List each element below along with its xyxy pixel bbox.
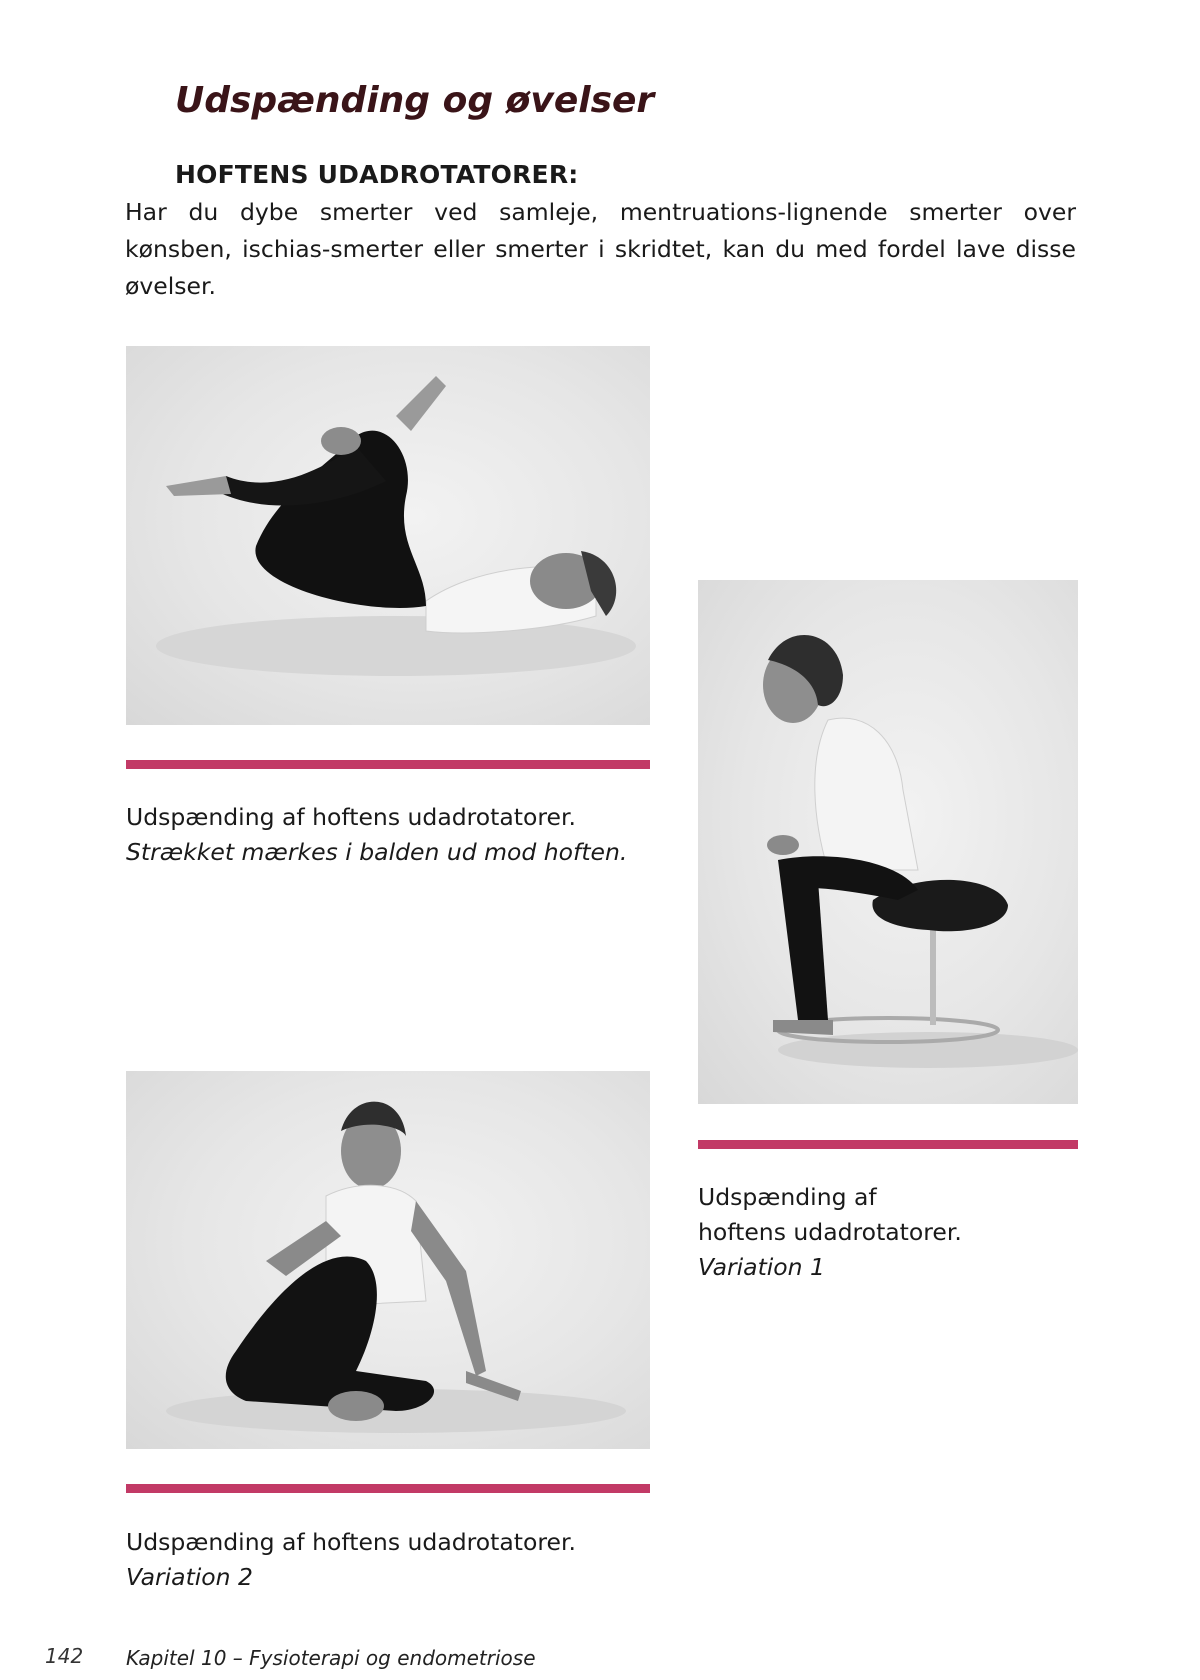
- caption-divider-3: [126, 1484, 650, 1493]
- section-title: Udspænding og øvelser: [175, 80, 655, 121]
- caption-divider-2: [698, 1140, 1078, 1149]
- caption-1-note: Strækket mærkes i balden ud mod hoften.: [126, 838, 628, 866]
- photo-seated-floor-twist: [126, 1071, 650, 1449]
- caption-1: [126, 800, 666, 870]
- footer-chapter-title: Kapitel 10 – Fysioterapi og endometriose: [126, 1646, 536, 1670]
- caption-3: [126, 1525, 666, 1595]
- caption-divider-1: [126, 760, 650, 769]
- caption-2-note: Variation 1: [698, 1253, 826, 1281]
- photo-lying-hip-stretch: [126, 346, 650, 725]
- caption-3-note: Variation 2: [126, 1563, 254, 1591]
- subheading: HOFTENS UDADROTATORER:: [175, 160, 579, 189]
- page-number: 142: [45, 1644, 84, 1668]
- caption-2-title: Udspænding af: [698, 1183, 877, 1211]
- caption-2: [698, 1180, 1098, 1285]
- caption-2-title-cont: hoftens udadrotatorer.: [698, 1218, 962, 1246]
- caption-3-title: Udspænding af hoftens udadrotatorer.: [126, 1528, 576, 1556]
- intro-paragraph: Har du dybe smerter ved samleje, mentruations-lignende smerter over kønsben, ischias-smerter eller smerter i skridtet, kan du med fordel lave disse øvelser.: [125, 198, 1076, 300]
- caption-1-title: Udspænding af hoftens udadrotatorer.: [126, 803, 576, 831]
- photo-seated-chair-stretch: [698, 580, 1078, 1104]
